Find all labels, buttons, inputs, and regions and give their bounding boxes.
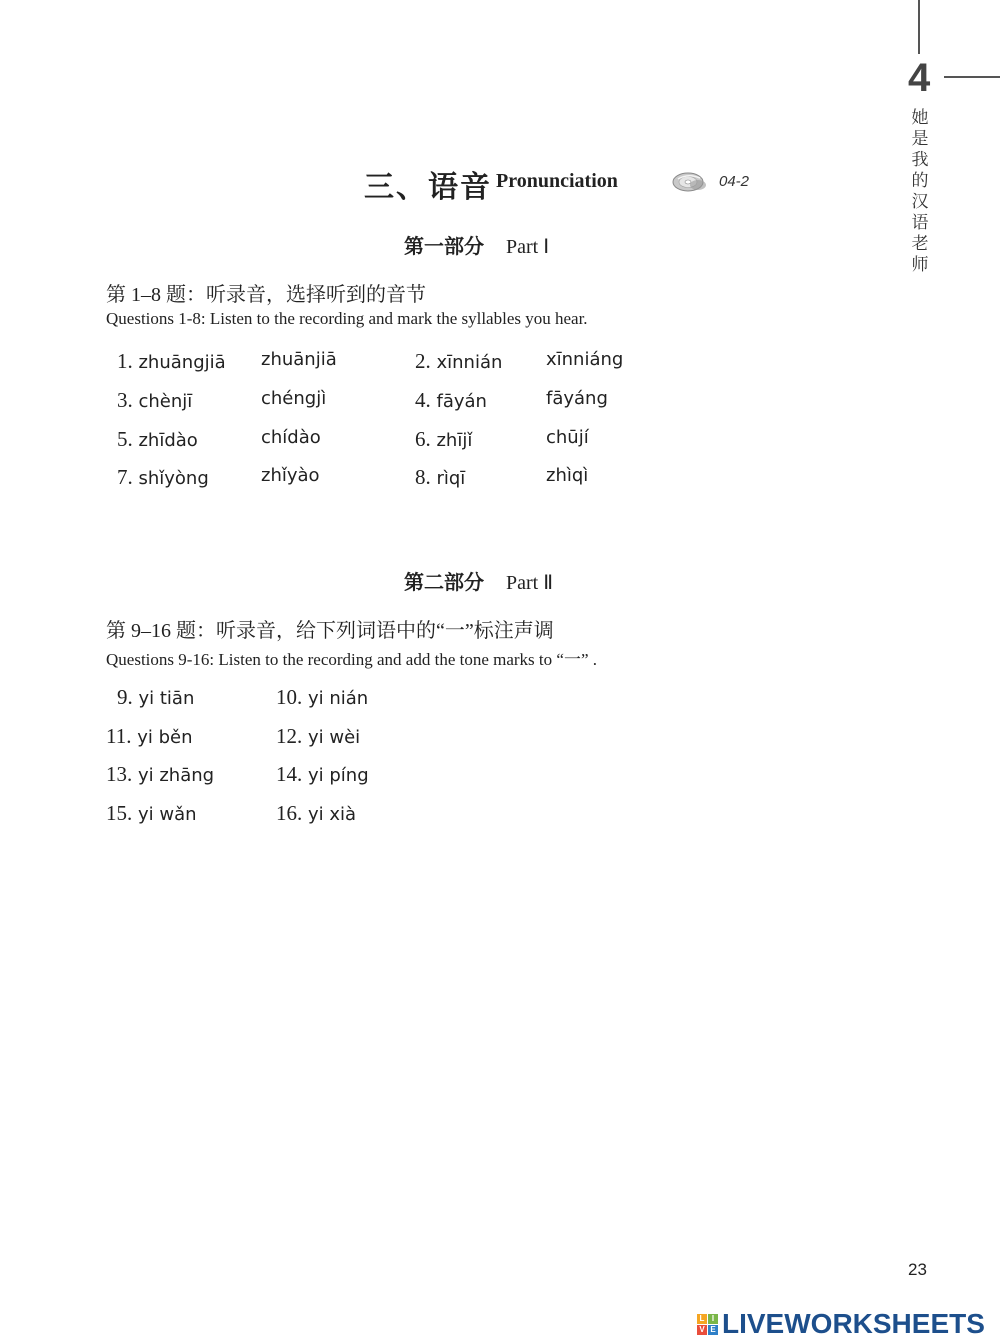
syllable-option-a[interactable]: zhīdào (138, 430, 198, 451)
question-number: 11. (106, 724, 132, 748)
part1-title (404, 230, 549, 259)
tone-item-text: yi běn (137, 727, 193, 748)
syllable-option-b[interactable]: chídào (261, 427, 321, 448)
question-number: 1. (117, 349, 133, 373)
tone-item[interactable] (106, 801, 197, 826)
syllable-option-b[interactable]: zhǐyào (261, 465, 320, 486)
logo-letter: V (697, 1325, 707, 1335)
tone-item[interactable] (106, 762, 214, 787)
tone-item-text: yi píng (307, 765, 369, 786)
question-number: 6. (415, 427, 431, 451)
part2-title-cn: 第二部分 (404, 570, 484, 594)
part1-instruction-cn: 第 1–8 题：听录音，选择听到的音节 (106, 284, 426, 306)
question-number: 10. (276, 685, 303, 709)
chapter-tab-line-horizontal (944, 76, 1000, 78)
syllable-option-b[interactable]: xīnniáng (546, 349, 624, 370)
question-number: 2. (415, 349, 431, 373)
page-number: 23 (908, 1260, 927, 1279)
syllable-option-b[interactable]: zhìqì (546, 465, 589, 486)
tone-item[interactable] (276, 724, 360, 749)
tone-item[interactable] (276, 762, 369, 787)
question-number: 13. (106, 762, 133, 786)
chapter-title-char: 我 (911, 150, 929, 170)
question-item (415, 427, 472, 452)
part1-title-cn: 第一部分 (404, 234, 484, 258)
syllable-option-b[interactable]: fāyáng (546, 388, 608, 409)
logo-letter: L (697, 1314, 707, 1324)
part2-title (404, 566, 553, 595)
audio-track-number: 04-2 (719, 173, 750, 190)
question-number: 12. (276, 724, 303, 748)
syllable-option-a[interactable]: xīnnián (436, 352, 503, 373)
chapter-title-char: 师 (911, 255, 929, 275)
tone-item-text: yi zhāng (137, 765, 215, 786)
chapter-title-char: 的 (911, 171, 929, 191)
section-title-cn: 三、语音 (364, 170, 492, 205)
chapter-title-char: 老 (911, 234, 929, 254)
logo-letter: E (708, 1325, 718, 1335)
question-item (415, 349, 502, 374)
question-number: 9. (117, 685, 133, 709)
chapter-title-char: 汉 (911, 192, 929, 212)
chapter-title (908, 108, 932, 276)
tone-item-text: yi xià (307, 804, 357, 825)
cd-audio-icon[interactable] (672, 170, 708, 194)
chapter-title-char: 是 (911, 129, 929, 149)
question-item (415, 388, 487, 413)
liveworksheets-logo[interactable] (697, 1308, 985, 1340)
section-title-en: Pronunciation (496, 170, 618, 192)
part1-instruction-en: Questions 1-8: Listen to the recording and mark the syllables you hear. (106, 309, 588, 328)
chapter-title-char: 她 (911, 108, 929, 128)
logo-icon (697, 1314, 718, 1335)
part2-instruction-en: Questions 9-16: Listen to the recording and add the tone marks to “一” . (106, 650, 597, 669)
syllable-option-b[interactable]: zhuānjiā (261, 349, 337, 370)
tone-item[interactable] (276, 685, 368, 710)
logo-letter: I (708, 1314, 718, 1324)
part2-instruction-cn: 第 9–16 题：听录音，给下列词语中的“一”标注声调 (106, 620, 554, 642)
syllable-option-a[interactable]: zhuāngjiā (138, 352, 226, 373)
part2-title-en: Part Ⅱ (506, 572, 554, 594)
chapter-number: 4 (908, 56, 931, 100)
syllable-option-a[interactable]: fāyán (436, 391, 487, 412)
question-item (117, 465, 209, 490)
syllable-option-a[interactable]: shǐyòng (138, 468, 209, 489)
question-number: 3. (117, 388, 133, 412)
tone-item-text: yi wèi (307, 727, 361, 748)
logo-text: LIVEWORKSHEETS (722, 1308, 985, 1339)
question-item (117, 388, 192, 413)
question-item (117, 427, 198, 452)
question-number: 14. (276, 762, 303, 786)
syllable-option-b[interactable]: chéngjì (261, 388, 327, 409)
question-item (415, 465, 465, 490)
question-item (117, 349, 226, 374)
tone-item-text: yi wǎn (137, 804, 197, 825)
question-number: 16. (276, 801, 303, 825)
syllable-option-a[interactable]: zhījǐ (436, 430, 473, 451)
tone-item-text: yi tiān (138, 688, 195, 709)
tone-item[interactable] (106, 724, 193, 749)
tone-item-text: yi nián (307, 688, 369, 709)
chapter-title-char: 语 (911, 213, 929, 233)
syllable-option-b[interactable]: chūjí (546, 427, 589, 448)
syllable-option-a[interactable]: rìqī (436, 468, 466, 489)
tone-item[interactable] (276, 801, 356, 826)
tone-item[interactable] (117, 685, 194, 710)
question-number: 15. (106, 801, 133, 825)
part1-title-en: Part Ⅰ (506, 236, 550, 258)
question-number: 7. (117, 465, 133, 489)
question-number: 8. (415, 465, 431, 489)
syllable-option-a[interactable]: chènjī (138, 391, 193, 412)
question-number: 5. (117, 427, 133, 451)
chapter-tab-line-vertical (918, 0, 920, 54)
question-number: 4. (415, 388, 431, 412)
